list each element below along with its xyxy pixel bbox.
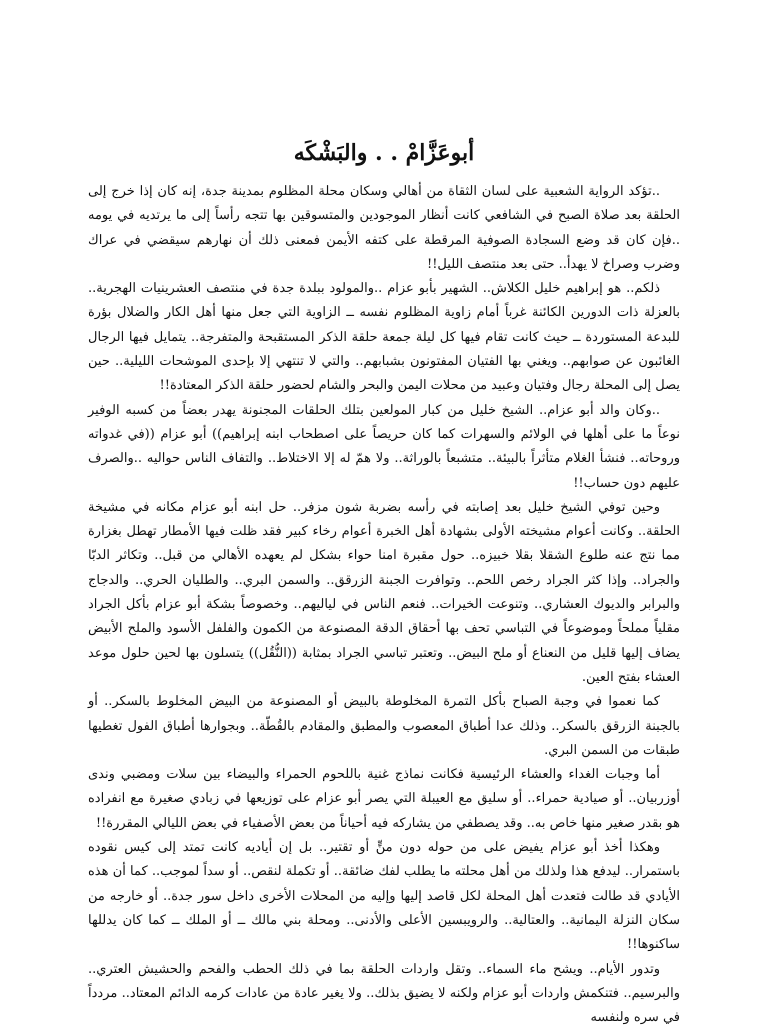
paragraph-5: كما نعموا في وجبة الصباح بأكل التمرة المخلوطة بالبيض أو المصنوعة من البيض المخلوط بالسكر.. أو بالجبنة الزرقق بالسكر.. وذلك عدا أطباق المعصوب والمطبق والمقادم بالقُطّة.. وبجوارها أطباق الفول تغطيها طبقات من السمن البري. <box>88 690 680 763</box>
paragraph-6: أما وجبات الغداء والعشاء الرئيسية فكانت نماذج غنية باللحوم الحمراء والبيضاء بين سلات ومضبي وندى أوزربيان.. أو صيادية حمراء.. أو سليق مع العيبلة التي يصر أبو عزام على توزيعها في زبادي صغيرة مع انفراده هو بقدر صغير منها خاص به.. وقد يصطفي من يشاركه فيه أحياناً من بعض الأصفياء في بعض الليالي المقررة!! <box>88 763 680 836</box>
document-page <box>88 140 680 1030</box>
page-title: أبوعَزَّامْ . . والبَشْكَه <box>88 140 680 166</box>
paragraph-2: ذلكم.. هو إبراهيم خليل الكلاش.. الشهير بأبو عزام ..والمولود ببلدة جدة في منتصف العشرينيات الهجرية.. بالعزلة ذات الدورين الكائنة غرباً أمام زاوية المظلوم نفسه ــ الزاوية التي جعل منها أهل الكار والضلال بؤرة للبدعة المستوردة ــ حيث كانت تقام فيها كل ليلة جمعة حلقة الذكر المستقبحة والمتفرجة.. يتمايل فيها الرجال الغائبون عن صوابهم.. ويغني بها الفتيان المفتونون بشبابهم.. والتي لا تنتهي إلا بإحدى الموشحات الليلية.. حين يصل إلى المحلة رجال وفتيان وعبيد من محلات اليمن والبحر والشام لحضور حلقة الذكر المعتادة!! <box>88 277 680 398</box>
paragraph-8: وتدور الأيام.. ويشح ماء السماء.. وتقل واردات الحلقة بما في ذلك الحطب والفحم والحشيش العتري.. والبرسيم.. فتنكمش واردات أبو عزام ولكنه لا يضيق بذلك.. ولا يغير عادة من عادات كرمه الدائم المعتاد.. مردداً في سره ولنفسه <box>88 958 680 1030</box>
paragraph-1: ..تؤكد الرواية الشعبية على لسان الثقاة من أهالي وسكان محلة المظلوم بمدينة جدة، إنه كان إذا خرج إلى الحلقة بعد صلاة الصبح في الشافعي كانت أنظار الموجودين والمتسوقين بها تتجه رأساً إلى ما يرتديه في يومه ..فإن كان قد وضع السجادة الصوفية المرقطة على كتفه الأيمن فمعنى ذلك أن نهارهم سيقضي في عراك وضرب وصراخ لا يهدأ.. حتى بعد منتصف الليل!! <box>88 180 680 277</box>
paragraph-3: ..وكان والد أبو عزام.. الشيخ خليل من كبار المولعين بتلك الحلقات المجنونة يهدر بعضاً من كسبه الوفير نوعاً ما على أهلها في الولائم والسهرات كما كان حريصاً على اصطحاب ابنه إبراهيم)) أبو عزام ((في غدواته وروحاته.. فنشأ الغلام متأثراً بالبيئة.. متشبعاً بالوراثة.. ولا همّ له إلا الاختلاط.. والتفاف الناس حواليه ..والصرف عليهم دون حساب!! <box>88 399 680 496</box>
paragraph-7: وهكذا أخذ أبو عزام يفيض على من حوله دون منٍّ أو تقتير.. بل إن أياديه كانت تمتد إلى كيس نقوده باستمرار.. ليدفع هذا ولذلك من أهل محلته ما يطلب لفك ضائقة.. أو تكملة لنقص.. أو سداً لموجب.. كما أن هذه الأيادي قد طالت فتعدت أهل المحلة لكل قاصد إليها وإليه من المحلات الأخرى داخل سور جدة.. أو خارجه من سكان النزلة اليمانية.. والعتالية.. والرويبسين الأعلى والأدنى.. ومحلة بني مالك ــ أو الملك ــ كما كان يدللها ساكنوها!! <box>88 836 680 957</box>
paragraph-4: وحين توفي الشيخ خليل بعد إصابته في رأسه بضربة شون مزفر.. حل ابنه أبو عزام مكانه في مشيخة الحلقة.. وكانت أعوام مشيخته الأولى بشهادة أهل الخبرة أعوام رخاء كبير فقد ظلت فيها الأمطار تهطل بغزارة مما نتج عنه طلوع الشقلا بقلا خبيزه.. حول مقبرة امنا حواء بشكل لم يعهده الأهالي من قبل.. وتكاثر الدبّا والجراد.. وإذا كثر الجراد رخص اللحم.. وتوافرت الجبنة الزرقق.. والسمن البري.. والطليان الحري.. والدجاج والبرابر والديوك العشاري.. وتنوعت الخيرات.. فنعم الناس في لياليهم.. وخصوصاً بشكة أبو عزام بأكل الجراد مقلياً مملحاً وموضوعاً في التباسي تحف بها أحقاق الدقة المصنوعة من الكمون والفلفل الأسود والملح الأبيض يضاف إليها قليل من النعناع أو ملح البيض.. وتعتبر تباسي الجراد بمثابة ((النُّقُل)) يتسلون بها لحين حلول موعد العشاء بفتح العين. <box>88 496 680 690</box>
